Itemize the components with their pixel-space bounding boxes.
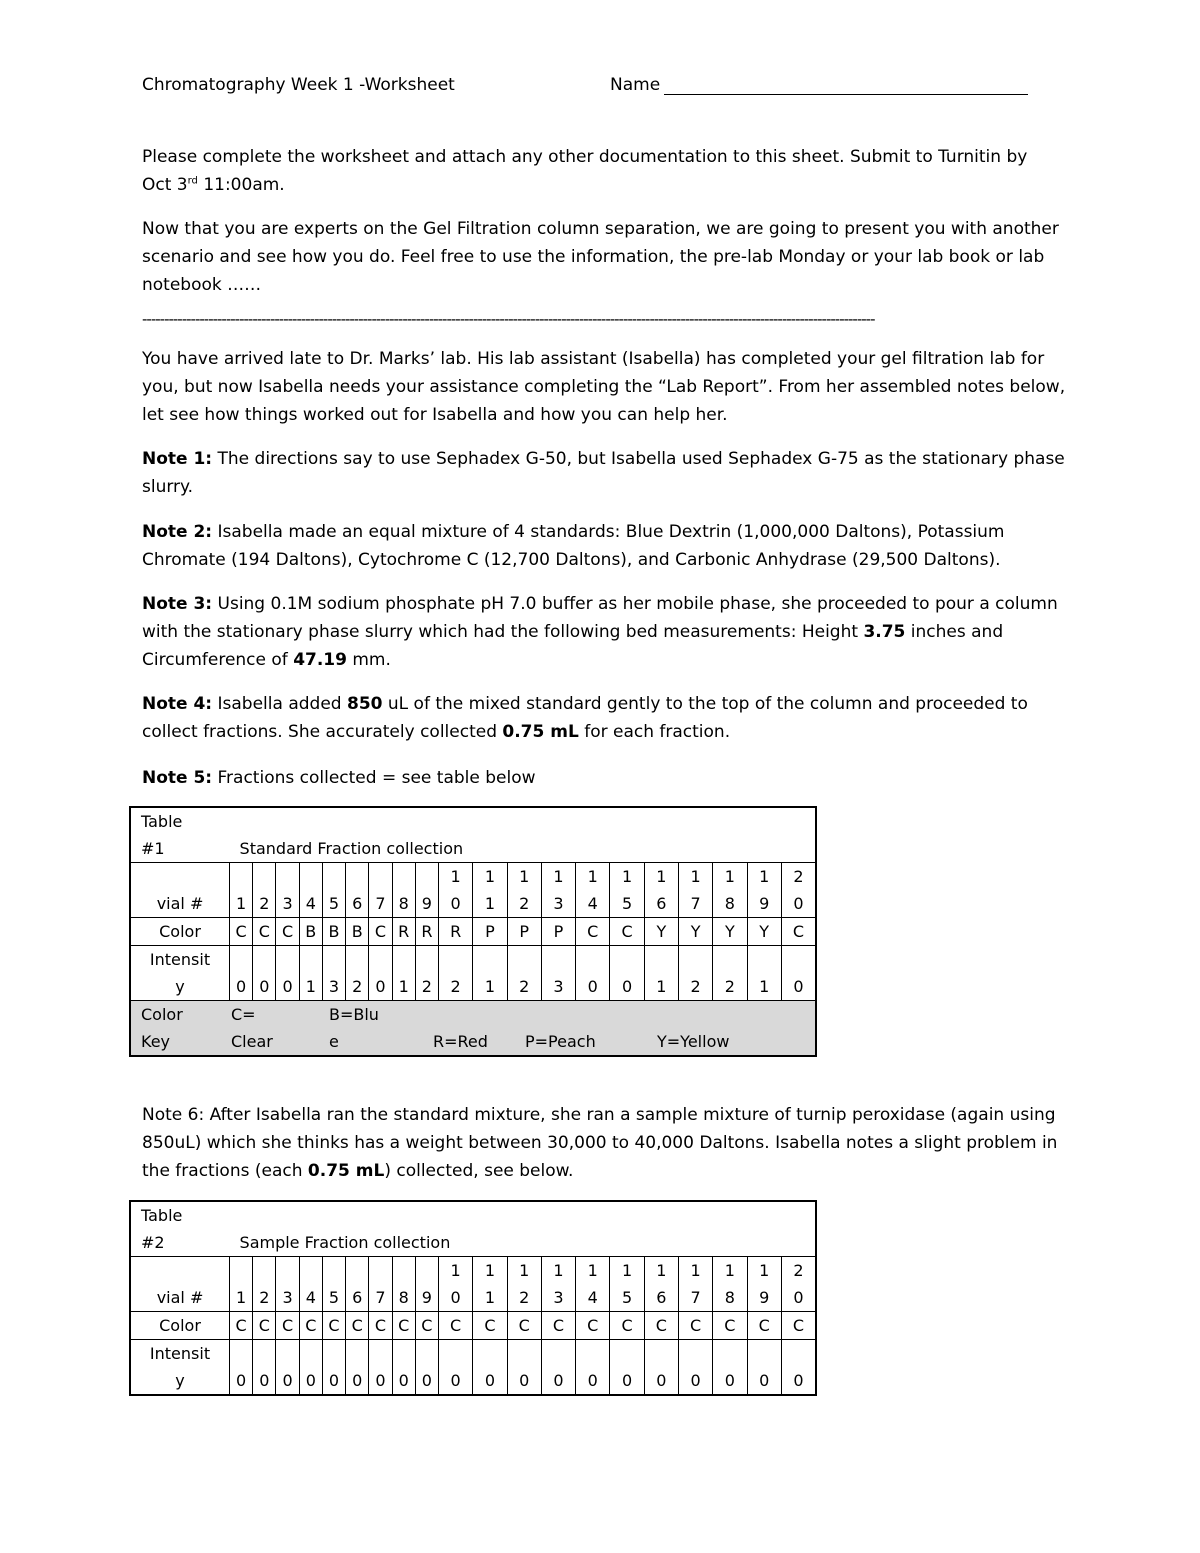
- color-cell: C: [253, 1312, 276, 1340]
- divider-line: ----------------------------------------------------------------------------------------------------------------------------------------------------------------------: [142, 312, 875, 326]
- worksheet-title: Chromatography Week 1 -Worksheet: [142, 75, 455, 95]
- intensity-cell: 0: [253, 1340, 276, 1396]
- intensity-cell: 0: [644, 1340, 678, 1396]
- intensity-cell: 2: [346, 946, 369, 1001]
- vial-cell: 1 0: [439, 863, 473, 918]
- intensity-cell: 0: [781, 1340, 816, 1396]
- color-cell: C: [392, 1312, 415, 1340]
- row-label-color: Color: [130, 918, 230, 946]
- color-cell: Y: [678, 918, 712, 946]
- vial-cell: 1 9: [747, 1257, 781, 1312]
- intensity-cell: 1: [473, 946, 507, 1001]
- intensity-cell: 0: [610, 1340, 644, 1396]
- intensity-cell: 0: [678, 1340, 712, 1396]
- vial-cell: 1 3: [541, 863, 575, 918]
- name-label: Name: [610, 75, 661, 95]
- intensity-cell: 1: [392, 946, 415, 1001]
- intensity-cell: 0: [576, 1340, 610, 1396]
- vial-cell: 9: [415, 863, 438, 918]
- intensity-cell: 2: [507, 946, 541, 1001]
- color-cell: C: [276, 918, 299, 946]
- vial-cell: 3: [276, 863, 299, 918]
- note-3: Note 3: Using 0.1M sodium phosphate pH 7.0 buffer as her mobile phase, she proceeded to pour a column with the stationary phase slurry which had the following bed measurements: Height 3.75 inches and Circumference of 47.19 mm.: [142, 594, 1058, 670]
- vial-cell: 1 0: [439, 1257, 473, 1312]
- vial-cell: 1 7: [678, 863, 712, 918]
- color-cell: C: [541, 1312, 575, 1340]
- color-cell: C: [439, 1312, 473, 1340]
- intensity-cell: 0: [230, 1340, 253, 1396]
- name-field: [610, 75, 1028, 95]
- intensity-cell: 0: [253, 946, 276, 1001]
- intensity-cell: 0: [610, 946, 644, 1001]
- color-cell: C: [781, 1312, 816, 1340]
- color-cell: B: [322, 918, 345, 946]
- color-cell: C: [644, 1312, 678, 1340]
- color-cell: P: [507, 918, 541, 946]
- vial-cell: 1 2: [507, 1257, 541, 1312]
- color-cell: R: [392, 918, 415, 946]
- vial-cell: 4: [299, 1257, 322, 1312]
- intensity-cell: 0: [369, 1340, 392, 1396]
- note-4: Note 4: Isabella added 850 uL of the mixed standard gently to the top of the column and proceeded to collect fractions. She accurately collected 0.75 mL for each fraction.: [142, 694, 1028, 742]
- intensity-cell: 2: [713, 946, 747, 1001]
- row-label-color: Color: [130, 1312, 230, 1340]
- color-cell: C: [576, 918, 610, 946]
- color-cell: B: [299, 918, 322, 946]
- color-cell: C: [253, 918, 276, 946]
- intensity-cell: 1: [299, 946, 322, 1001]
- table-label: Table #1: [141, 812, 183, 858]
- color-cell: C: [781, 918, 816, 946]
- key-label-line-1: Color: [141, 1005, 183, 1024]
- vial-cell: 1 5: [610, 863, 644, 918]
- intensity-cell: 3: [541, 946, 575, 1001]
- intensity-row: [130, 946, 816, 1001]
- row-label-intensity: Intensit y: [130, 946, 230, 1001]
- vial-cell: 1 8: [713, 1257, 747, 1312]
- key-clear-line-2: Clear: [231, 1032, 273, 1051]
- key-peach: P=Peach: [525, 1032, 596, 1051]
- key-yellow: Y=Yellow: [657, 1032, 730, 1051]
- color-cell: C: [369, 918, 392, 946]
- intro-line-2: Oct 3rd 11:00am.: [142, 175, 285, 195]
- key-blue-line-2: e: [329, 1032, 339, 1051]
- vial-row: [130, 863, 816, 918]
- note-6: Note 6: After Isabella ran the standard mixture, she ran a sample mixture of turnip peroxidase (again using 850uL) which she thinks has a weight between 30,000 to 40,000 Daltons. Isabella notes a slight problem in the fractions (each 0.75 mL) collected, see below.: [142, 1105, 1058, 1181]
- color-cell: C: [415, 1312, 438, 1340]
- row-label-vial: vial #: [130, 1257, 230, 1312]
- color-cell: C: [507, 1312, 541, 1340]
- color-cell: C: [576, 1312, 610, 1340]
- intensity-cell: 0: [747, 1340, 781, 1396]
- intensity-cell: 1: [747, 946, 781, 1001]
- note-2: Note 2: Isabella made an equal mixture of 4 standards: Blue Dextrin (1,000,000 Daltons), Potassium Chromate (194 Daltons), Cytochrome C (12,700 Daltons), and Carbonic Anhydrase (29,500 Daltons).: [142, 522, 1005, 570]
- vial-cell: 1: [230, 863, 253, 918]
- intensity-cell: 0: [507, 1340, 541, 1396]
- scenario-paragraph: You have arrived late to Dr. Marks’ lab. His lab assistant (Isabella) has completed your gel filtration lab for you, but now Isabella needs your assistance completing the “Lab Report”. From her assembled notes below, let see how things worked out for Isabella and how you can help her.: [142, 349, 1066, 425]
- color-key-row: [130, 1001, 816, 1057]
- intensity-cell: 0: [322, 1340, 345, 1396]
- key-label-line-2: Key: [141, 1032, 171, 1051]
- table-label: Table #2: [141, 1206, 183, 1252]
- intensity-cell: 0: [439, 1340, 473, 1396]
- vial-cell: 6: [346, 1257, 369, 1312]
- color-cell: C: [322, 1312, 345, 1340]
- name-blank-line: [664, 76, 1028, 95]
- vial-cell: 1 2: [507, 863, 541, 918]
- color-cell: C: [299, 1312, 322, 1340]
- intensity-cell: 0: [276, 1340, 299, 1396]
- color-cell: C: [713, 1312, 747, 1340]
- vial-cell: 1 5: [610, 1257, 644, 1312]
- standard-fraction-table: [129, 806, 817, 1057]
- key-clear-line-1: C=: [231, 1005, 256, 1024]
- color-cell: P: [541, 918, 575, 946]
- color-cell: Y: [747, 918, 781, 946]
- vial-cell: 8: [392, 863, 415, 918]
- vial-cell: 6: [346, 863, 369, 918]
- intensity-cell: 2: [415, 946, 438, 1001]
- intensity-cell: 0: [346, 1340, 369, 1396]
- experts-paragraph: Now that you are experts on the Gel Filtration column separation, we are going to present you with another scenario and see how you do. Feel free to use the information, the pre-lab Monday or your lab book or lab notebook ……: [142, 219, 1059, 295]
- intensity-cell: 0: [276, 946, 299, 1001]
- vial-cell: 8: [392, 1257, 415, 1312]
- vial-cell: 1 1: [473, 863, 507, 918]
- intro-paragraph: [142, 143, 1072, 199]
- vial-cell: 2 0: [781, 863, 816, 918]
- vial-cell: 1 9: [747, 863, 781, 918]
- intro-line-1: Please complete the worksheet and attach any other documentation to this sheet. Submit to Turnitin by: [142, 147, 1028, 167]
- note-1: Note 1: The directions say to use Sephadex G-50, but Isabella used Sephadex G-75 as the stationary phase slurry.: [142, 449, 1065, 497]
- color-cell: C: [276, 1312, 299, 1340]
- color-key: [130, 1001, 816, 1057]
- vial-cell: 3: [276, 1257, 299, 1312]
- vial-row: [130, 1257, 816, 1312]
- color-cell: C: [678, 1312, 712, 1340]
- color-cell: C: [747, 1312, 781, 1340]
- intensity-cell: 0: [713, 1340, 747, 1396]
- intensity-cell: 0: [369, 946, 392, 1001]
- vial-cell: 2: [253, 1257, 276, 1312]
- table-caption: Standard Fraction collection: [239, 839, 464, 858]
- intensity-cell: 0: [415, 1340, 438, 1396]
- color-row: [130, 1312, 816, 1340]
- intensity-cell: 0: [392, 1340, 415, 1396]
- vial-cell: 1 8: [713, 863, 747, 918]
- color-cell: R: [415, 918, 438, 946]
- vial-cell: 1 6: [644, 1257, 678, 1312]
- intensity-cell: 0: [541, 1340, 575, 1396]
- vial-cell: 1 1: [473, 1257, 507, 1312]
- vial-cell: 1 6: [644, 863, 678, 918]
- color-cell: B: [346, 918, 369, 946]
- key-blue-line-1: B=Blu: [329, 1005, 379, 1024]
- table-title-row: [130, 807, 816, 863]
- note-5: Note 5: Fractions collected = see table below: [142, 768, 536, 788]
- vial-cell: 4: [299, 863, 322, 918]
- vial-cell: 2: [253, 863, 276, 918]
- intensity-cell: 1: [644, 946, 678, 1001]
- intensity-cell: 3: [322, 946, 345, 1001]
- color-cell: C: [230, 1312, 253, 1340]
- intensity-cell: 2: [439, 946, 473, 1001]
- color-cell: R: [439, 918, 473, 946]
- vial-cell: 7: [369, 863, 392, 918]
- key-red: R=Red: [433, 1032, 488, 1051]
- vial-cell: 9: [415, 1257, 438, 1312]
- intensity-cell: 0: [299, 1340, 322, 1396]
- color-cell: Y: [644, 918, 678, 946]
- color-cell: Y: [713, 918, 747, 946]
- color-cell: P: [473, 918, 507, 946]
- intensity-cell: 0: [781, 946, 816, 1001]
- intensity-cell: 2: [678, 946, 712, 1001]
- intensity-cell: 0: [473, 1340, 507, 1396]
- table-title-row: [130, 1201, 816, 1257]
- color-cell: C: [230, 918, 253, 946]
- vial-cell: 1 4: [576, 1257, 610, 1312]
- table-caption: Sample Fraction collection: [239, 1233, 451, 1252]
- color-row: [130, 918, 816, 946]
- row-label-vial: vial #: [130, 863, 230, 918]
- vial-cell: 5: [322, 863, 345, 918]
- color-cell: C: [610, 1312, 644, 1340]
- vial-cell: 7: [369, 1257, 392, 1312]
- color-cell: C: [610, 918, 644, 946]
- color-cell: C: [369, 1312, 392, 1340]
- vial-cell: 1: [230, 1257, 253, 1312]
- vial-cell: 5: [322, 1257, 345, 1312]
- vial-cell: 1 4: [576, 863, 610, 918]
- vial-cell: 1 7: [678, 1257, 712, 1312]
- intensity-row: [130, 1340, 816, 1396]
- intensity-cell: 0: [230, 946, 253, 1001]
- vial-cell: 2 0: [781, 1257, 816, 1312]
- intensity-cell: 0: [576, 946, 610, 1001]
- row-label-intensity: Intensit y: [130, 1340, 230, 1396]
- vial-cell: 1 3: [541, 1257, 575, 1312]
- sample-fraction-table: [129, 1200, 817, 1396]
- color-cell: C: [473, 1312, 507, 1340]
- color-cell: C: [346, 1312, 369, 1340]
